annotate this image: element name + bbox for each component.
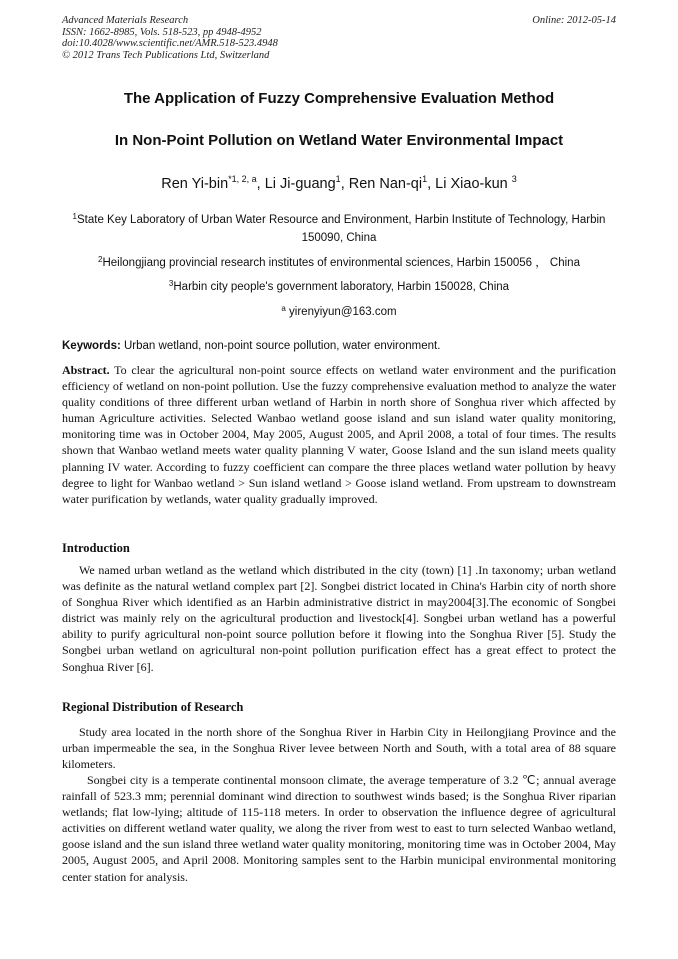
email-address: yirenyiyun@163.com [289,306,397,318]
journal-copyright: © 2012 Trans Tech Publications Ltd, Switzerland [62,49,270,61]
introduction-paragraph: We named urban wetland as the wetland which distributed in the city (town) [1] .In taxonomy; urban wetland was definite as the natural wetland complex part [2]. Songbei district located in China's Harbin city of north shore of Songhua River which identified as an Harbin administrative district in may2004[3].The economic of Songbei district was mainly rely on the agricultural production and livestock[4]. Songbei urban wetland has a powerful ability to purify agricultural non-point source pollution before it flowing into the Songhua River [5]. Study the Songbei urban wetland on agricultural non-point pollution purification effect has a great effect to protect the Songhua River [6]. [62,563,616,674]
author-superscript: *1, 2, a [228,174,257,184]
abstract-label: Abstract. [62,363,110,377]
author-separator: , [340,176,349,192]
keywords-line [62,338,616,354]
affiliation-text: Harbin city people's government laboratory, Harbin 150028, China [173,281,510,293]
regional-paragraph-1: Study area located in the north shore of the Songhua River in Harbin City in Heilongjiang Province and the urban impermeable the sea, in the Songhua River levee between North and South, with a total area of 88 square kilometers. [62,725,616,772]
paper-title-line-1: The Application of Fuzzy Comprehensive Evaluation Method [123,90,555,107]
author-list [40,174,638,192]
regional-paragraph-2: Songbei city is a temperate continental monsoon climate, the average temperature of 3.2 ℃; annual average rainfall of 523.3 mm; perennial dominant wind direction to southwest winds based; is the Songhua River riparian wetlands; flat low-lying; altitude of 115-118 meters. In order to observation the influence degree of agricultural activities on different wetland water quality, we along the river from west to east to turn selected Wanbao wetland, goose island and the sun island three wetland water quality monitoring, monitoring time was in October 2004, May 2005, August 2005, and April 2008. Monitoring samples sent to the Harbin municipal environmental monitoring center station for analysis. [62,773,616,884]
affiliation-2 [62,251,616,272]
online-date: Online: 2012-05-14 [532,15,616,26]
affiliation-superscript: 1 [72,212,77,221]
author-name: Ren Nan-qi [348,176,423,192]
abstract [62,362,616,507]
email-superscript: a [281,304,286,313]
abstract-text: To clear the agricultural non-point source effects on wetland water environment and the purification efficiency of wetland on non-point pollution. Use the fuzzy comprehensive evaluation method to analyze the water quality conditions of three different urban wetland of Harbin in north shore of Songhua river which affected by human Agriculture activities. Selected Wanbao wetland goose island and sun island water quality monitoring, monitoring time was in October 2004, May 2005, August 2005, and April 2008, a total of four times. The results shown that Wanbao wetland meets water quality planning V water, Goose Island and the sun island meets quality planning IV water. According to fuzzy coefficient can compare the three places wetland water pollution by heavy degree to light for Wanbao wetland > Sun island wetland > Goose island wetland. From upstream to downstream water purification by wetlands, water quality gradually improved. [62,363,616,506]
keywords-label: Keywords: [62,340,121,352]
author-separator: , [256,176,265,192]
affiliation-1 [62,208,616,247]
paper-title-line-2: In Non-Point Pollution on Wetland Water Environmental Impact [114,132,564,149]
author-superscript: 1 [422,174,428,184]
affiliation-3 [62,275,616,296]
author-superscript: 1 [335,174,341,184]
affiliation-superscript: 2 [98,255,103,264]
journal-name: Advanced Materials Research [62,15,189,26]
section-heading-regional: Regional Distribution of Research [62,700,244,714]
affiliation-superscript: 3 [168,279,174,288]
author-superscript: 3 [511,174,517,184]
section-heading-introduction: Introduction [62,541,130,555]
journal-doi: doi:10.4028/www.scientific.net/AMR.518-523.4948 [62,38,278,49]
author-separator: , [427,176,436,192]
author-name: Li Xiao-kun [435,176,508,192]
affiliation-text: Heilongjiang provincial research institutes of environmental sciences, Harbin 150056 ， China [102,257,580,269]
author-name: Li Ji-guang [264,176,336,192]
journal-issn: ISSN: 1662-8985, Vols. 518-523, pp 4948-4952 [62,26,262,38]
email-line [62,300,616,321]
author-name: Ren Yi-bin [161,176,229,192]
journal-header [62,15,616,61]
keywords-text: Urban wetland, non-point source pollution, water environment. [124,340,441,352]
affiliation-text: State Key Laboratory of Urban Water Resource and Environment, Harbin Institute of Technology, Harbin 150090, China [77,214,606,244]
